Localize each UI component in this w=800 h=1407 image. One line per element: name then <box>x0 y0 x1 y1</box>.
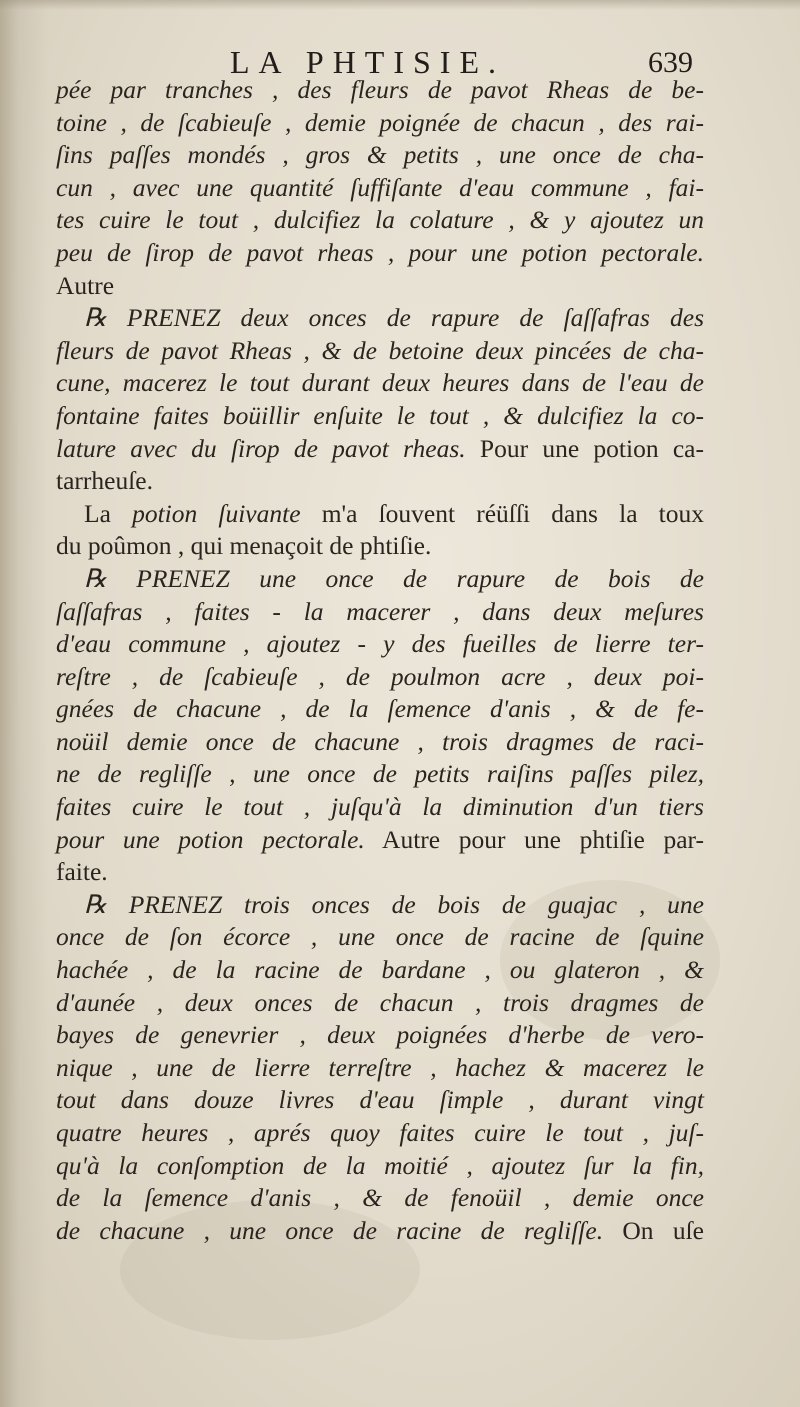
text-line <box>56 433 704 466</box>
text-line <box>56 367 704 400</box>
roman-text: Autre pour une phtiſie par- <box>364 824 704 854</box>
roman-text: m'a ſouvent réüſſi dans la toux <box>300 498 704 528</box>
text-line <box>56 791 704 824</box>
text-line <box>56 107 704 140</box>
text-line <box>56 1182 704 1215</box>
italic-text: d'aunée , deux onces de chacun , trois dragmes de <box>56 987 704 1017</box>
italic-text: tes cuire le tout , dulcifiez la colature , & y ajoutez un <box>56 205 704 235</box>
italic-text: ℞ PRENEZ deux onces de rapure de ſaſſafras des <box>84 303 704 333</box>
italic-text: lature avec du ſirop de pavot rheas. <box>56 433 466 463</box>
italic-text: reſtre , de ſcabieuſe , de poulmon acre , deux poi- <box>56 661 704 691</box>
text-line <box>56 1084 704 1117</box>
italic-text: qu'à la conſomption de la moitié , ajoutez ſur la fin, <box>56 1150 704 1180</box>
text-line <box>56 302 704 335</box>
page-top-edge <box>0 0 800 10</box>
roman-text: faite. <box>56 857 108 887</box>
italic-text: cun , avec une quantité ſuffiſante d'eau commune , fai- <box>56 172 704 202</box>
roman-text: Autre <box>56 270 115 300</box>
text-line <box>56 921 704 954</box>
italic-text: ne de regliſſe , une once de petits raiſins paſſes pilez, <box>56 759 704 789</box>
text-line <box>56 758 704 791</box>
italic-text: pour une potion pectorale. <box>56 824 365 854</box>
text-line <box>56 204 704 237</box>
page-number: 639 <box>648 46 693 79</box>
italic-text: ſaſſafras , faites - la macerer , dans deux meſures <box>56 596 704 626</box>
italic-text: cune, macerez le tout durant deux heures dans de l'eau de <box>56 368 704 398</box>
text-line <box>56 628 704 661</box>
italic-text: once de ſon écorce , une once de racine de ſquine <box>56 922 704 952</box>
text-line <box>56 139 704 172</box>
text-line <box>56 889 704 922</box>
text-line <box>56 726 704 759</box>
text-line <box>56 987 704 1020</box>
italic-text: bayes de genevrier , deux poignées d'herbe de vero- <box>56 1020 704 1050</box>
text-line <box>56 74 704 107</box>
italic-text: d'eau commune , ajoutez - y des fueilles de lierre ter- <box>56 629 704 659</box>
italic-text: fontaine faites boüillir enſuite le tout , & dulcifiez la co- <box>56 400 704 430</box>
text-line <box>56 1215 704 1248</box>
text-line <box>56 400 704 433</box>
roman-text: tarrheuſe. <box>56 466 153 496</box>
running-title: LA PHTISIE. <box>230 44 505 80</box>
text-line <box>56 1052 704 1085</box>
text-line <box>56 954 704 987</box>
text-line <box>56 824 704 857</box>
italic-text: ſins paſſes mondés , gros & petits , une once de cha- <box>56 140 704 170</box>
text-line <box>56 1150 704 1183</box>
text-line <box>56 172 704 205</box>
text-line <box>56 498 704 531</box>
italic-text: de chacune , une once de racine de regliſſe. <box>56 1215 604 1245</box>
text-line <box>56 1019 704 1052</box>
italic-text: potion ſuivante <box>132 498 301 528</box>
roman-text: Pour une potion ca- <box>465 433 704 463</box>
italic-text: faites cuire le tout , juſqu'à la diminution d'un tiers <box>56 792 704 822</box>
italic-text: toine , de ſcabieuſe , demie poignée de chacun , des rai- <box>56 107 704 137</box>
text-line <box>56 270 704 303</box>
italic-text: noüil demie once de chacune , trois dragmes de raci- <box>56 726 704 756</box>
italic-text: hachée , de la racine de bardane , ou glateron , & <box>56 955 704 985</box>
text-line <box>56 661 704 694</box>
text-line <box>56 856 704 889</box>
italic-text: ℞ PRENEZ une once de rapure de bois de <box>84 563 704 593</box>
text-line <box>56 693 704 726</box>
italic-text: pée par tranches , des fleurs de pavot Rheas de be- <box>56 75 704 104</box>
body-text <box>56 74 704 1247</box>
italic-text: gnées de chacune , de la ſemence d'anis , & de fe- <box>56 694 704 724</box>
gutter-shadow <box>0 0 48 1407</box>
italic-text: peu de ſirop de pavot rheas , pour une potion pectorale. <box>56 237 704 267</box>
text-line <box>56 237 704 270</box>
italic-text: ℞ PRENEZ trois onces de bois de guajac , une <box>84 889 704 919</box>
text-line <box>56 1117 704 1150</box>
roman-text: La <box>84 498 133 528</box>
italic-text: nique , une de lierre terreſtre , hachez & macerez le <box>56 1052 704 1082</box>
text-line <box>56 596 704 629</box>
italic-text: tout dans douze livres d'eau ſimple , durant vingt <box>56 1085 704 1115</box>
italic-text: quatre heures , aprés quoy faites cuire le tout , juſ- <box>56 1118 704 1147</box>
roman-text: du poûmon , qui menaçoit de phtiſie. <box>56 531 432 561</box>
text-line <box>56 563 704 596</box>
roman-text: On uſe <box>603 1215 704 1245</box>
italic-text: fleurs de pavot Rheas , & de betoine deux pincées de cha- <box>56 335 704 365</box>
text-line <box>56 335 704 368</box>
text-line <box>56 465 704 498</box>
text-line <box>56 530 704 563</box>
italic-text: de la ſemence d'anis , & de fenoüil , demie once <box>56 1183 704 1213</box>
